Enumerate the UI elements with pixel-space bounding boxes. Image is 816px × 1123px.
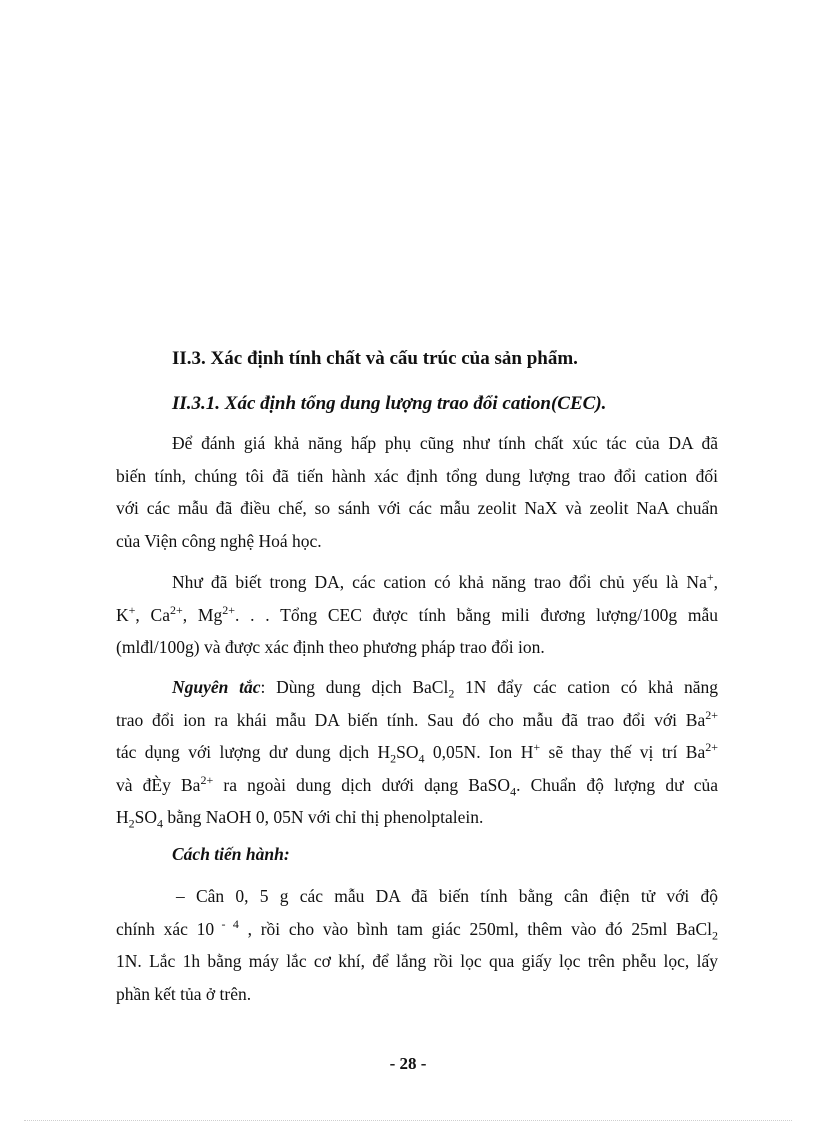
paragraph-line: Như đã biết trong DA, các cation có khả năng trao đổi chủ yếu là Na+, (172, 570, 718, 592)
paragraph-line: 1N. Lắc 1h bằng máy lắc cơ khí, để lắng rồi lọc qua giấy lọc trên phễu lọc, lấy (116, 951, 718, 971)
paragraph-line: tác dụng với lượng dư dung dịch $H_2SO_4$ 0,05N. Ion H+ sẽ thay thế vị trí $Ba^{2+}$ (116, 740, 718, 766)
paragraph-line: Để đánh giá khả năng hấp phụ cũng như tính chất xúc tác của DA đã (172, 433, 718, 453)
procedure-heading: Cách tiến hành: (172, 844, 290, 864)
page-bottom-divider (24, 1120, 792, 1121)
paragraph-line: K+, $Ca^{2+}$, $Mg^{2+}$. . . Tổng CEC được tính bằng mili đương lượng/100g mẫu (116, 602, 719, 625)
paragraph-line: và đÈy $Ba^{2+}$ ra ngoài dung dịch dưới dạng BaSO$_4$. Chuẩn độ lượng dư của (116, 772, 718, 798)
paragraph-line: biến tính, chúng tôi đã tiến hành xác định tổng dung lượng trao đổi cation đối (116, 465, 718, 486)
paragraph-line: $H_2SO_4$ bằng NaOH 0, 05N với chỉ thị phenolptalein. (116, 807, 484, 831)
paragraph-line: trao đổi ion ra khái mẫu DA biến tính. Sau đó cho mẫu đã trao đổi với $Ba^{2+}$ (116, 707, 718, 730)
paragraph-line: chính xác 10 $^{- 4}$ , rồi cho vào bình tam giác 250ml, thêm vào đó 25ml BaCl$_2$ (116, 916, 719, 942)
paragraph-intro (116, 427, 718, 557)
paragraph-principle (116, 671, 718, 834)
paragraph-procedure (116, 880, 718, 1010)
subsection-heading: II.3.1. Xác định tổng dung lượng trao đổi cation(CEC). (172, 393, 607, 414)
paragraph-line: với các mẫu đã điều chế, so sánh với các mẫu zeolit NaX và zeolit NaA chuẩn (116, 498, 718, 518)
paragraph-line: phần kết tủa ở trên. (116, 983, 252, 1004)
paragraph-line: (mlđl/100g) và được xác định theo phương pháp trao đổi ion. (116, 637, 545, 657)
principle-label: Nguyên tắc (172, 677, 261, 697)
section-heading: II.3. Xác định tính chất và cấu trúc của sản phẩm. (172, 348, 578, 369)
paragraph-line: – Cân 0, 5 g các mẫu DA đã biến tính bằng cân điện tử với độ (176, 886, 718, 906)
paragraph-line: Nguyên tắc: Dùng dung dịch BaCl$_2$ 1N đẩy các cation có khả năng (172, 677, 718, 701)
page-number: - 28 - (389, 1054, 427, 1073)
paragraph-line: của Viện công nghệ Hoá học. (116, 530, 322, 551)
paragraph-cations (116, 566, 718, 664)
